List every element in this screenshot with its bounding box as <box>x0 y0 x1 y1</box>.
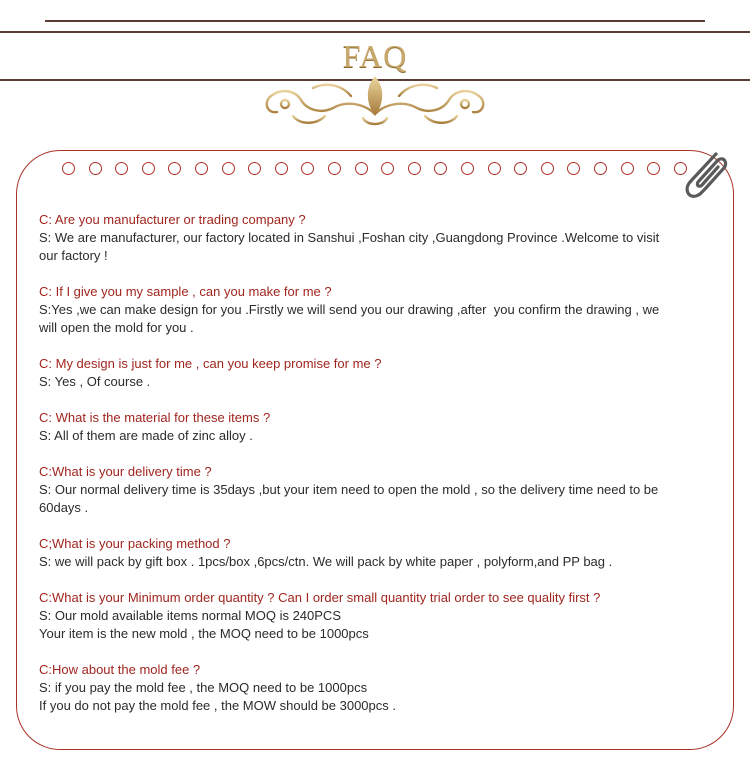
faq-answer-line: Your item is the new mold , the MOQ need to be 1000pcs <box>39 626 369 641</box>
binder-ring-icon <box>328 162 341 175</box>
binder-ring-icon <box>647 162 660 175</box>
binder-ring-icon <box>275 162 288 175</box>
faq-answer-line: If you do not pay the mold fee , the MOW should be 3000pcs . <box>39 698 396 713</box>
faq-question: C: My design is just for me , can you keep promise for me ? <box>39 356 382 371</box>
faq-item <box>39 409 719 445</box>
binder-ring-icon <box>567 162 580 175</box>
binder-ring-icon <box>434 162 447 175</box>
faq-item <box>39 283 719 337</box>
binder-ring-icon <box>381 162 394 175</box>
binder-ring-icon <box>621 162 634 175</box>
faq-answer-line: 60days . <box>39 500 89 515</box>
faq-list <box>39 211 719 733</box>
faq-answer <box>39 553 719 571</box>
faq-item <box>39 463 719 517</box>
binder-ring-icon <box>222 162 235 175</box>
binder-ring-icon <box>89 162 102 175</box>
faq-question: C;What is your packing method ? <box>39 536 231 551</box>
faq-item <box>39 535 719 571</box>
binder-ring-icon <box>594 162 607 175</box>
binder-ring-icon <box>514 162 527 175</box>
binder-rings <box>62 162 702 178</box>
binder-ring-icon <box>142 162 155 175</box>
faq-item <box>39 661 719 715</box>
faq-answer-line: S: We are manufacturer, our factory located in Sanshui ,Foshan city ,Guangdong Province .Welcome to visit <box>39 230 660 245</box>
faq-answer-line: S: if you pay the mold fee , the MOQ need to be 1000pcs <box>39 680 368 695</box>
faq-question: C: Are you manufacturer or trading company ? <box>39 212 306 227</box>
faq-answer-line: S: Yes , Of course . <box>39 374 151 389</box>
page-title: FAQ <box>342 38 408 74</box>
faq-question: C:How about the mold fee ? <box>39 662 201 677</box>
binder-ring-icon <box>115 162 128 175</box>
faq-question: C: What is the material for these items ? <box>39 410 271 425</box>
header-rule-middle <box>0 31 750 33</box>
faq-answer <box>39 607 719 643</box>
header-rule-top <box>45 20 705 22</box>
faq-answer <box>39 481 719 517</box>
faq-answer <box>39 679 719 715</box>
faq-answer-line: S: All of them are made of zinc alloy . <box>39 428 253 443</box>
faq-answer-line: will open the mold for you . <box>39 320 194 335</box>
faq-item <box>39 355 719 391</box>
faq-answer <box>39 427 719 445</box>
binder-ring-icon <box>541 162 554 175</box>
faq-answer-line: S: we will pack by gift box . 1pcs/box ,6pcs/ctn. We will pack by white paper , polyform,and PP bag . <box>39 554 613 569</box>
faq-question: C:What is your delivery time ? <box>39 464 212 479</box>
binder-ring-icon <box>195 162 208 175</box>
faq-answer <box>39 229 719 265</box>
binder-ring-icon <box>355 162 368 175</box>
faq-item <box>39 211 719 265</box>
binder-ring-icon <box>168 162 181 175</box>
faq-question: C:What is your Minimum order quantity ? Can I order small quantity trial order to see quality first ? <box>39 590 601 605</box>
binder-ring-icon <box>248 162 261 175</box>
binder-ring-icon <box>408 162 421 175</box>
faq-answer-line: S: Our mold available items normal MOQ is 240PCS <box>39 608 341 623</box>
binder-ring-icon <box>62 162 75 175</box>
binder-ring-icon <box>301 162 314 175</box>
binder-ring-icon <box>461 162 474 175</box>
faq-answer <box>39 373 719 391</box>
faq-answer-line: S: Our normal delivery time is 35days ,but your item need to open the mold , so the delivery time need to be <box>39 482 659 497</box>
faq-item <box>39 589 719 643</box>
faq-answer <box>39 301 719 337</box>
faq-answer-line: S:Yes ,we can make design for you .Firstly we will send you our drawing ,after you confirm the drawing , we <box>39 302 660 317</box>
binder-ring-icon <box>488 162 501 175</box>
paperclip-icon <box>678 148 730 203</box>
faq-answer-line: our factory ! <box>39 248 108 263</box>
faq-question: C: If I give you my sample , can you make for me ? <box>39 284 332 299</box>
ornamental-flourish-icon <box>255 68 495 138</box>
